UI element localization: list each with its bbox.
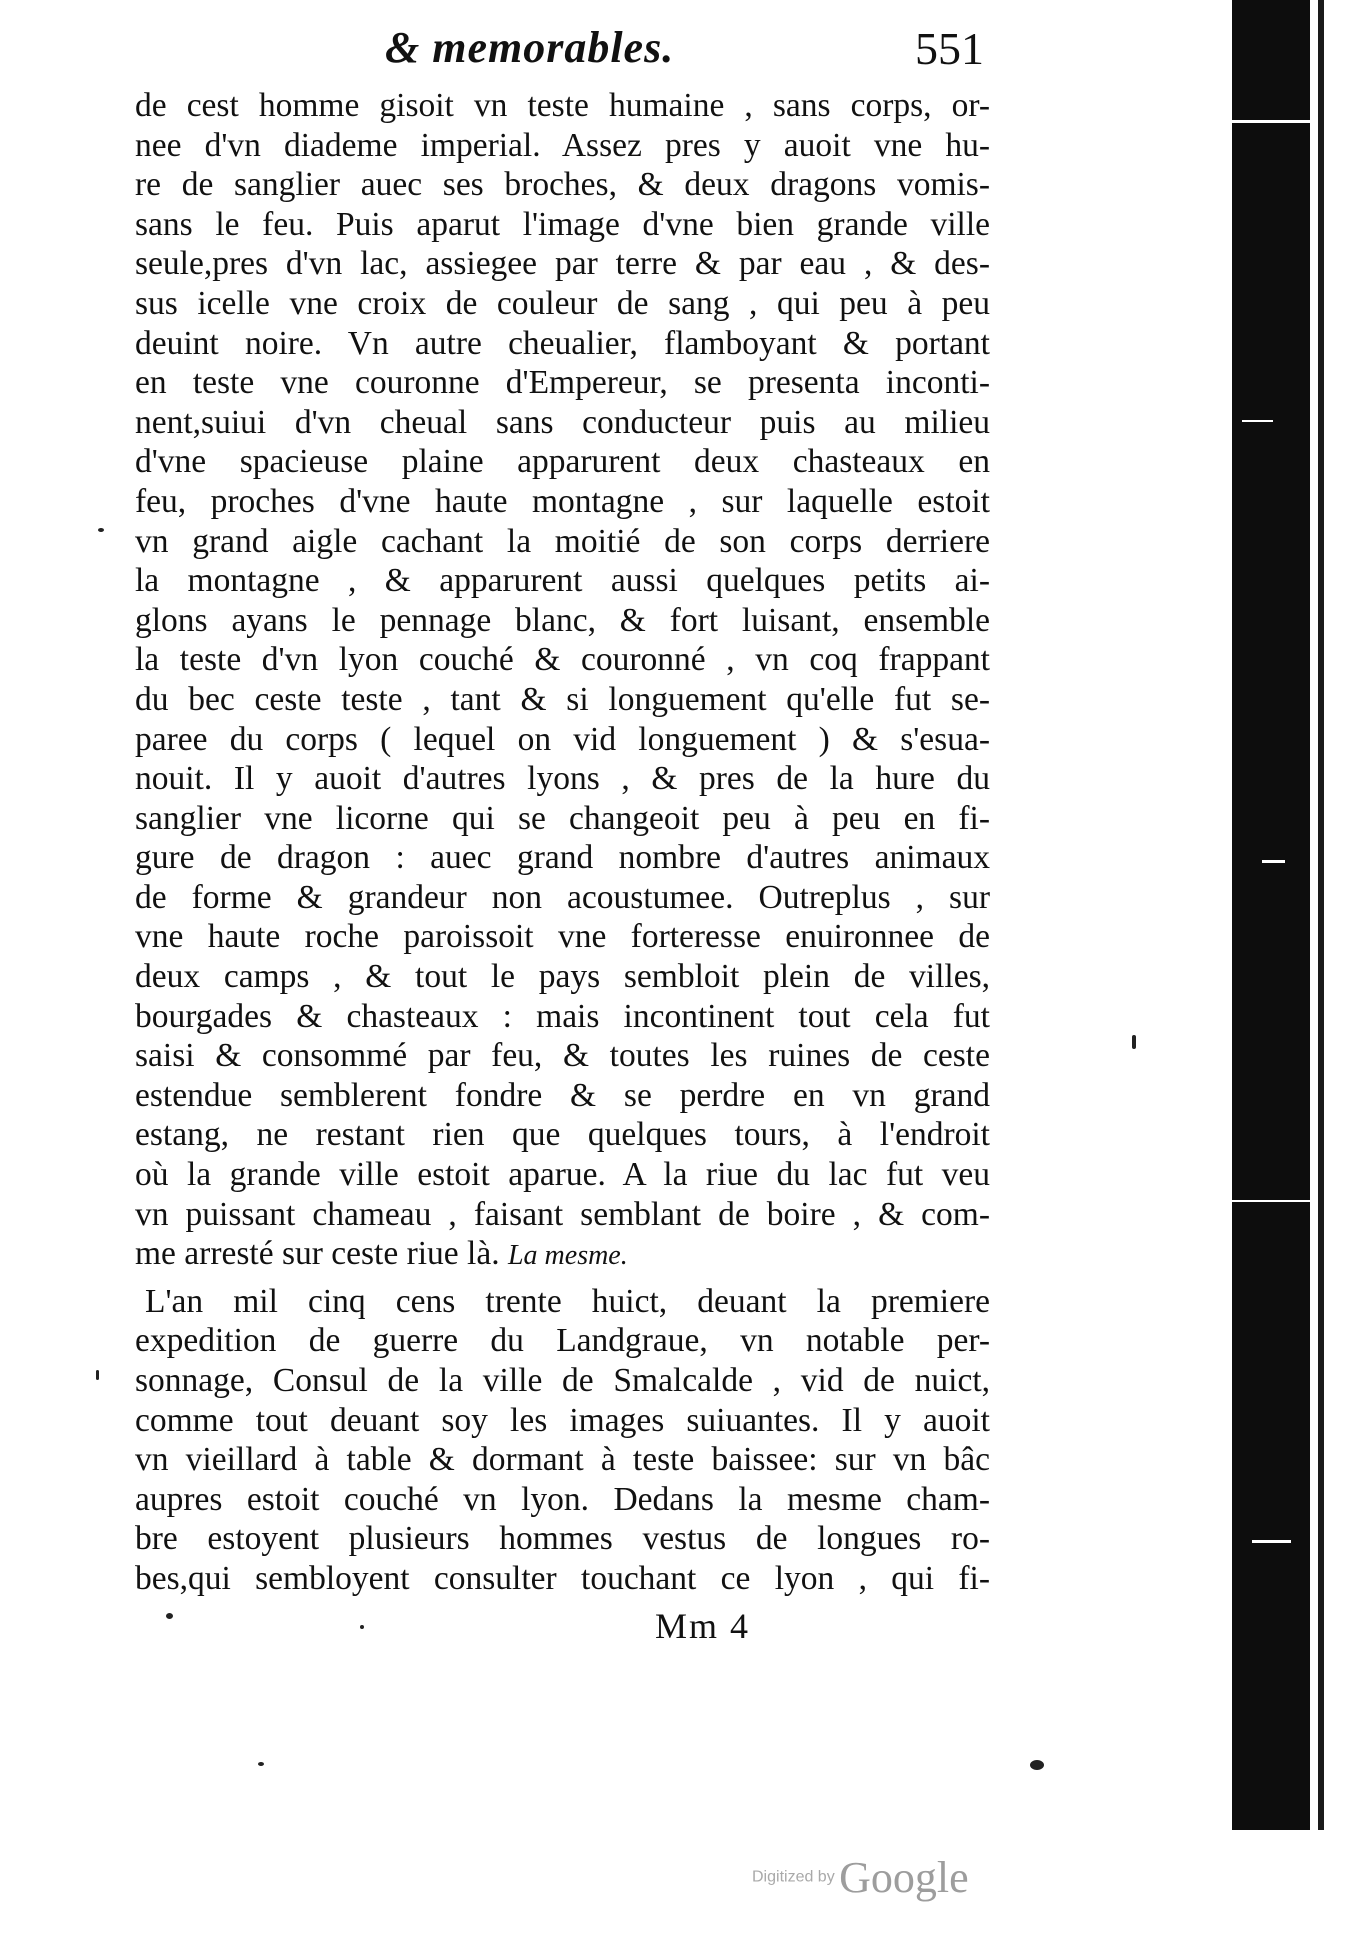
text-line: feu, proches d'vne haute montagne , sur laquelle estoit <box>135 482 990 520</box>
binding-thin-edge <box>1318 0 1324 1830</box>
text-line <box>135 1234 990 1274</box>
text-line: bourgades & chasteaux : mais incontinent tout cela fut <box>135 997 990 1035</box>
ink-speck <box>166 1613 173 1619</box>
binding-streak <box>1242 420 1273 422</box>
binding-gap <box>1310 0 1318 1830</box>
text-line: sanglier vne licorne qui se changeoit peu à peu en fi- <box>135 799 990 837</box>
watermark-prefix: Digitized by <box>752 1868 835 1886</box>
text-line: estang, ne restant rien que quelques tours, à l'endroit <box>135 1116 990 1154</box>
text-line: nouit. Il y auoit d'autres lyons , & pres de la hure du <box>135 760 990 798</box>
google-logo: Google <box>839 1853 969 1902</box>
binding-edge <box>1232 0 1310 1830</box>
text-line: bre estoyent plusieurs hommes vestus de longues ro- <box>135 1520 990 1558</box>
text-line: vn grand aigle cachant la moitié de son corps derriere <box>135 522 990 560</box>
text-line: deux camps , & tout le pays sembloit plein de villes, <box>135 958 990 996</box>
running-head: & memorables. <box>385 23 675 72</box>
text-line: paree du corps ( lequel on vid longuement ) & s'esua- <box>135 720 990 758</box>
text-line: expedition de guerre du Landgraue, vn notable per- <box>135 1322 990 1360</box>
text-line-content: me arresté sur ceste riue là. <box>135 1235 500 1273</box>
text-line: nent,suiui d'vn cheual sans conducteur puis au milieu <box>135 403 990 441</box>
binding-streak <box>1232 1200 1310 1202</box>
text-line: L'an mil cinq cens trente huict, deuant la premiere <box>145 1282 990 1320</box>
text-line: deuint noire. Vn autre cheualier, flamboyant & portant <box>135 324 990 362</box>
ink-speck <box>98 528 104 532</box>
body-text <box>135 86 990 1599</box>
text-line: saisi & consommé par feu, & toutes les ruines de ceste <box>135 1037 990 1075</box>
text-line: de forme & grandeur non acoustumee. Outreplus , sur <box>135 878 990 916</box>
text-line: comme tout deuant soy les images suiuantes. Il y auoit <box>135 1401 990 1439</box>
text-line: estendue semblerent fondre & se perdre en vn grand <box>135 1076 990 1114</box>
binding-streak <box>1232 120 1310 123</box>
ink-speck <box>360 1625 364 1629</box>
text-line: sans le feu. Puis aparut l'image d'vne bien grande ville <box>135 205 990 243</box>
text-line: d'vne spacieuse plaine apparurent deux chasteaux en <box>135 443 990 481</box>
text-line: où la grande ville estoit aparue. A la riue du lac fut veu <box>135 1156 990 1194</box>
text-line: re de sanglier auec ses broches, & deux dragons vomis- <box>135 166 990 204</box>
source-citation: La mesme. <box>507 1240 628 1272</box>
text-line: la teste d'vn lyon couché & couronné , vn coq frappant <box>135 641 990 679</box>
text-line: aupres estoit couché vn lyon. Dedans la mesme cham- <box>135 1480 990 1518</box>
text-line: de cest homme gisoit vn teste humaine , sans corps, or- <box>135 87 990 124</box>
text-line: glons ayans le pennage blanc, & fort luisant, ensemble <box>135 601 990 639</box>
ink-speck <box>258 1762 264 1766</box>
page-number: 551 <box>915 23 984 74</box>
binding-streak <box>1262 860 1285 863</box>
text-line: nee d'vn diademe imperial. Assez pres y auoit vne hu- <box>135 126 990 164</box>
signature-mark: Mm 4 <box>655 1606 751 1646</box>
text-line: vne haute roche paroissoit vne forteresse enuironnee de <box>135 918 990 956</box>
binding-streak <box>1252 1540 1291 1543</box>
text-line: la montagne , & apparurent aussi quelques petits ai- <box>135 562 990 600</box>
text-line: sonnage, Consul de la ville de Smalcalde , vid de nuict, <box>135 1362 990 1399</box>
text-line: du bec ceste teste , tant & si longuement qu'elle fut se- <box>135 680 990 718</box>
ink-speck <box>96 1370 99 1380</box>
text-line: gure de dragon : auec grand nombre d'autres animaux <box>135 839 990 877</box>
text-line: seule,pres d'vn lac, assiegee par terre & par eau , & des- <box>135 245 990 283</box>
text-line: en teste vne couronne d'Empereur, se presenta inconti- <box>135 364 990 402</box>
ink-speck <box>1132 1035 1136 1049</box>
ink-speck <box>1030 1760 1044 1770</box>
text-line: bes,qui sembloyent consulter touchant ce lyon , qui fi- <box>135 1559 990 1597</box>
text-line: sus icelle vne croix de couleur de sang , qui peu à peu <box>135 284 990 322</box>
paragraph-gap <box>135 1274 990 1282</box>
text-line: vn puissant chameau , faisant semblant de boire , & com- <box>135 1195 990 1233</box>
text-line: vn vieillard à table & dormant à teste baissee: sur vn bâc <box>135 1441 990 1479</box>
digitized-watermark <box>752 1852 969 1903</box>
